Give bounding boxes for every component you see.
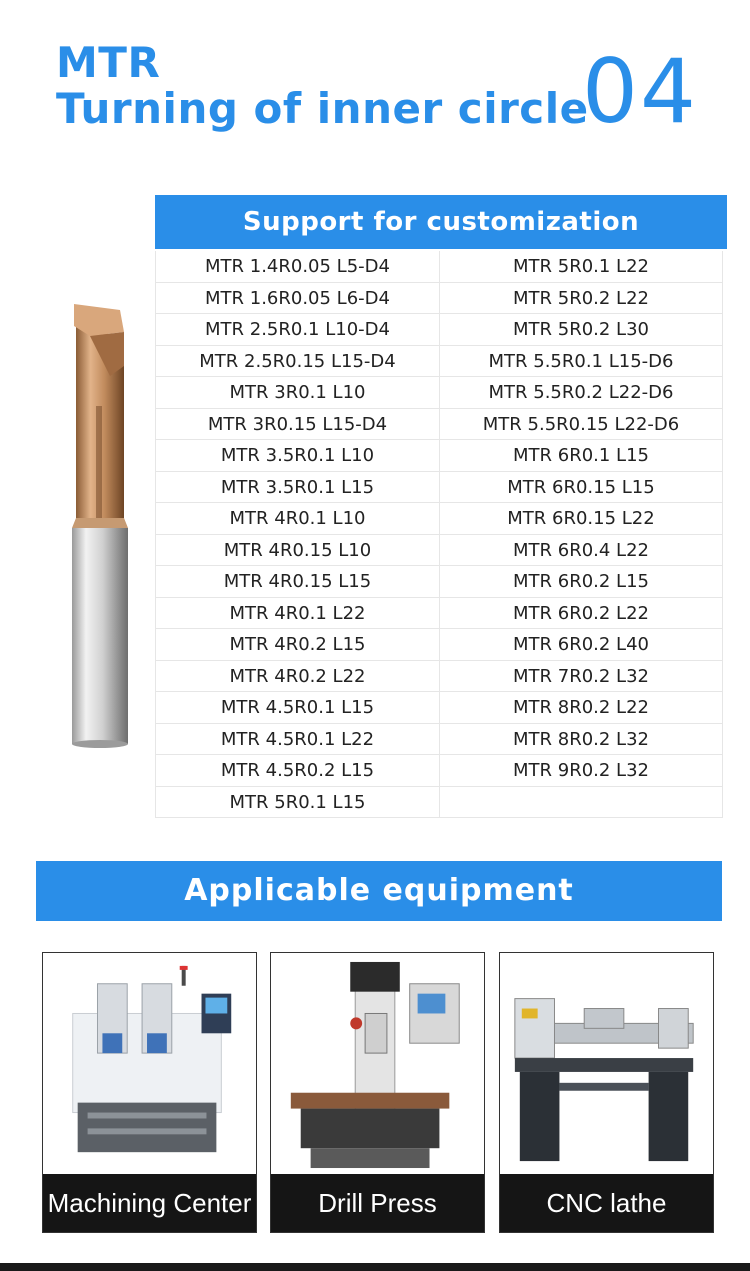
equipment-card-cnc-lathe xyxy=(499,952,714,1233)
table-cell: MTR 4.5R0.1 L15 xyxy=(155,692,439,724)
table-cell: MTR 7R0.2 L32 xyxy=(439,661,723,693)
table-cell: MTR 4R0.15 L15 xyxy=(155,566,439,598)
cnc-lathe-image xyxy=(500,953,713,1175)
equipment-banner: Applicable equipment xyxy=(36,861,722,921)
table-cell: MTR 5R0.2 L30 xyxy=(439,314,723,346)
table-cell: MTR 5.5R0.2 L22-D6 xyxy=(439,377,723,409)
equipment-caption: CNC lathe xyxy=(500,1174,713,1232)
bottom-divider xyxy=(0,1263,750,1271)
drill-press-image xyxy=(271,953,484,1175)
table-cell: MTR 4R0.2 L22 xyxy=(155,661,439,693)
table-cell xyxy=(439,787,723,819)
table-cell: MTR 6R0.2 L22 xyxy=(439,598,723,630)
table-cell: MTR 4.5R0.2 L15 xyxy=(155,755,439,787)
table-cell: MTR 6R0.15 L15 xyxy=(439,472,723,504)
table-cell: MTR 3R0.15 L15-D4 xyxy=(155,409,439,441)
table-cell: MTR 3.5R0.1 L15 xyxy=(155,472,439,504)
customization-banner: Support for customization xyxy=(155,195,727,249)
equipment-caption: Machining Center xyxy=(43,1174,256,1232)
table-cell: MTR 6R0.15 L22 xyxy=(439,503,723,535)
table-cell: MTR 2.5R0.1 L10-D4 xyxy=(155,314,439,346)
section-number: 04 xyxy=(582,40,698,143)
table-cell: MTR 5.5R0.15 L22-D6 xyxy=(439,409,723,441)
table-cell: MTR 1.6R0.05 L6-D4 xyxy=(155,283,439,315)
table-cell: MTR 8R0.2 L22 xyxy=(439,692,723,724)
table-cell: MTR 4R0.1 L22 xyxy=(155,598,439,630)
table-cell: MTR 6R0.2 L40 xyxy=(439,629,723,661)
boring-tool-image xyxy=(60,296,140,751)
equipment-caption: Drill Press xyxy=(271,1174,484,1232)
table-cell: MTR 2.5R0.15 L15-D4 xyxy=(155,346,439,378)
table-cell: MTR 1.4R0.05 L5-D4 xyxy=(155,251,439,283)
machining-center-image xyxy=(43,953,256,1175)
table-cell: MTR 9R0.2 L32 xyxy=(439,755,723,787)
table-cell: MTR 5.5R0.1 L15-D6 xyxy=(439,346,723,378)
table-cell: MTR 5R0.1 L22 xyxy=(439,251,723,283)
table-cell: MTR 4R0.1 L10 xyxy=(155,503,439,535)
table-cell: MTR 6R0.1 L15 xyxy=(439,440,723,472)
customization-table xyxy=(155,251,723,818)
equipment-card-drill-press xyxy=(270,952,485,1233)
table-cell: MTR 4.5R0.1 L22 xyxy=(155,724,439,756)
table-cell: MTR 3.5R0.1 L10 xyxy=(155,440,439,472)
table-cell: MTR 5R0.1 L15 xyxy=(155,787,439,819)
page-title-line1: MTR xyxy=(56,38,161,87)
table-cell: MTR 4R0.2 L15 xyxy=(155,629,439,661)
page-title-line2: Turning of inner circle xyxy=(56,84,589,133)
table-cell: MTR 5R0.2 L22 xyxy=(439,283,723,315)
table-cell: MTR 8R0.2 L32 xyxy=(439,724,723,756)
table-cell: MTR 6R0.4 L22 xyxy=(439,535,723,567)
table-cell: MTR 3R0.1 L10 xyxy=(155,377,439,409)
table-cell: MTR 4R0.15 L10 xyxy=(155,535,439,567)
equipment-card-machining-center xyxy=(42,952,257,1233)
table-cell: MTR 6R0.2 L15 xyxy=(439,566,723,598)
